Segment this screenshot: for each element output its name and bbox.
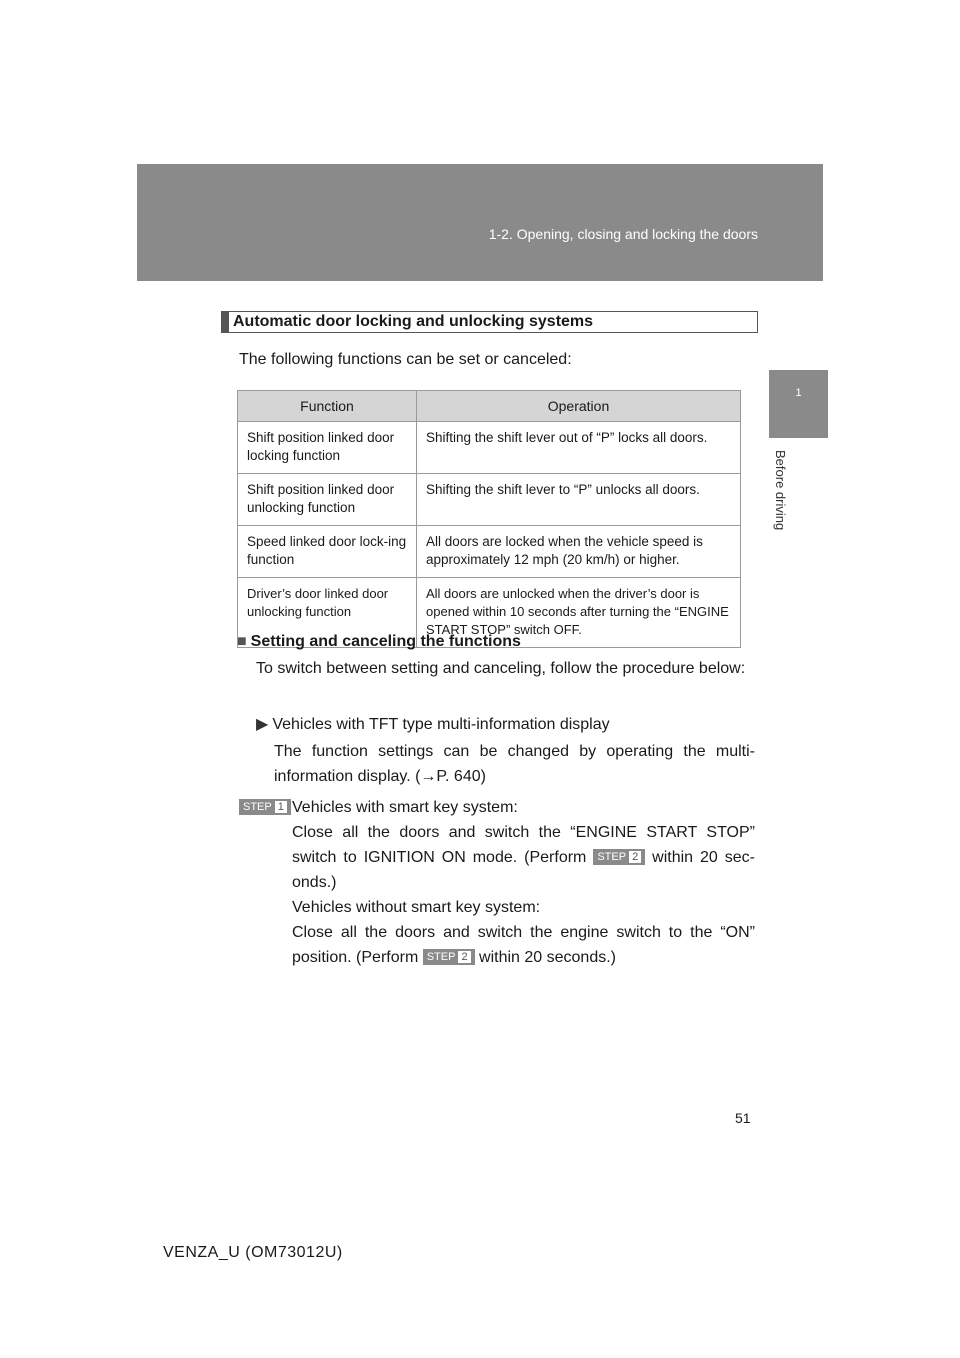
- table-row: [238, 422, 741, 474]
- setting-heading-text: Setting and canceling the functions: [250, 633, 521, 650]
- footer-code: VENZA_U (OM73012U): [163, 1244, 343, 1261]
- tft-text: The function settings can be changed by operating the multi-information display. (→P. 640): [274, 743, 755, 785]
- table-row: [238, 526, 741, 578]
- table-cell-function: Speed linked door lock-ing function: [238, 526, 417, 578]
- step-2-badge: STEP 2: [423, 949, 475, 965]
- section-heading: Automatic door locking and unlocking systems: [221, 311, 758, 333]
- step-2-badge: STEP 2: [593, 849, 645, 865]
- section-intro: The following functions can be set or canceled:: [239, 351, 572, 368]
- table-cell-operation: All doors are unlocked when the driver’s door is opened within 10 seconds after turning the “ENGINE START STOP” switch OFF.: [417, 578, 741, 648]
- table-cell-operation: Shifting the shift lever out of “P” locks all doors.: [417, 422, 741, 474]
- chapter-label: Before driving: [773, 450, 788, 531]
- table-header-function: Function: [238, 391, 417, 422]
- header-title: 1-2. Opening, closing and locking the doors: [488, 226, 758, 242]
- table-cell-function: Shift position linked door locking function: [238, 422, 417, 474]
- table-cell-function: Shift position linked door unlocking function: [238, 474, 417, 526]
- tft-bullet-text: Vehicles with TFT type multi-information display: [272, 716, 610, 733]
- smart-key-title: Vehicles with smart key system:: [292, 799, 518, 816]
- setting-heading: [237, 633, 521, 651]
- step-1-badge: STEP 1: [239, 799, 291, 817]
- smart-key-text: Close all the doors and switch the “ENGINE START STOP” switch to IGNITION ON mode. (Perform STEP 2 within 20 sec-onds.): [292, 824, 756, 891]
- functions-table: [237, 390, 741, 648]
- table-cell-operation: Shifting the shift lever to “P” unlocks all doors.: [417, 474, 741, 526]
- table-cell-operation: All doors are locked when the vehicle speed is approximately 12 mph (20 km/h) or higher.: [417, 526, 741, 578]
- setting-text: To switch between setting and canceling, follow the procedure below:: [256, 660, 746, 677]
- triangle-bullet-icon: ▶: [256, 716, 269, 733]
- no-smart-key-title: Vehicles without smart key system:: [292, 899, 541, 916]
- table-cell-function: Driver’s door linked door unlocking function: [238, 578, 417, 648]
- header-band: [137, 164, 823, 281]
- square-bullet-icon: ■: [237, 633, 247, 650]
- table-row: [238, 474, 741, 526]
- tft-bullet: [256, 714, 610, 734]
- table-header-operation: Operation: [417, 391, 741, 422]
- page-number: 51: [735, 1110, 751, 1126]
- chapter-tab: 1: [769, 370, 828, 438]
- no-smart-key-text: Close all the doors and switch the engine switch to the “ON” position. (Perform STEP 2 within 20 seconds.): [292, 924, 755, 966]
- table-header-row: [238, 391, 741, 422]
